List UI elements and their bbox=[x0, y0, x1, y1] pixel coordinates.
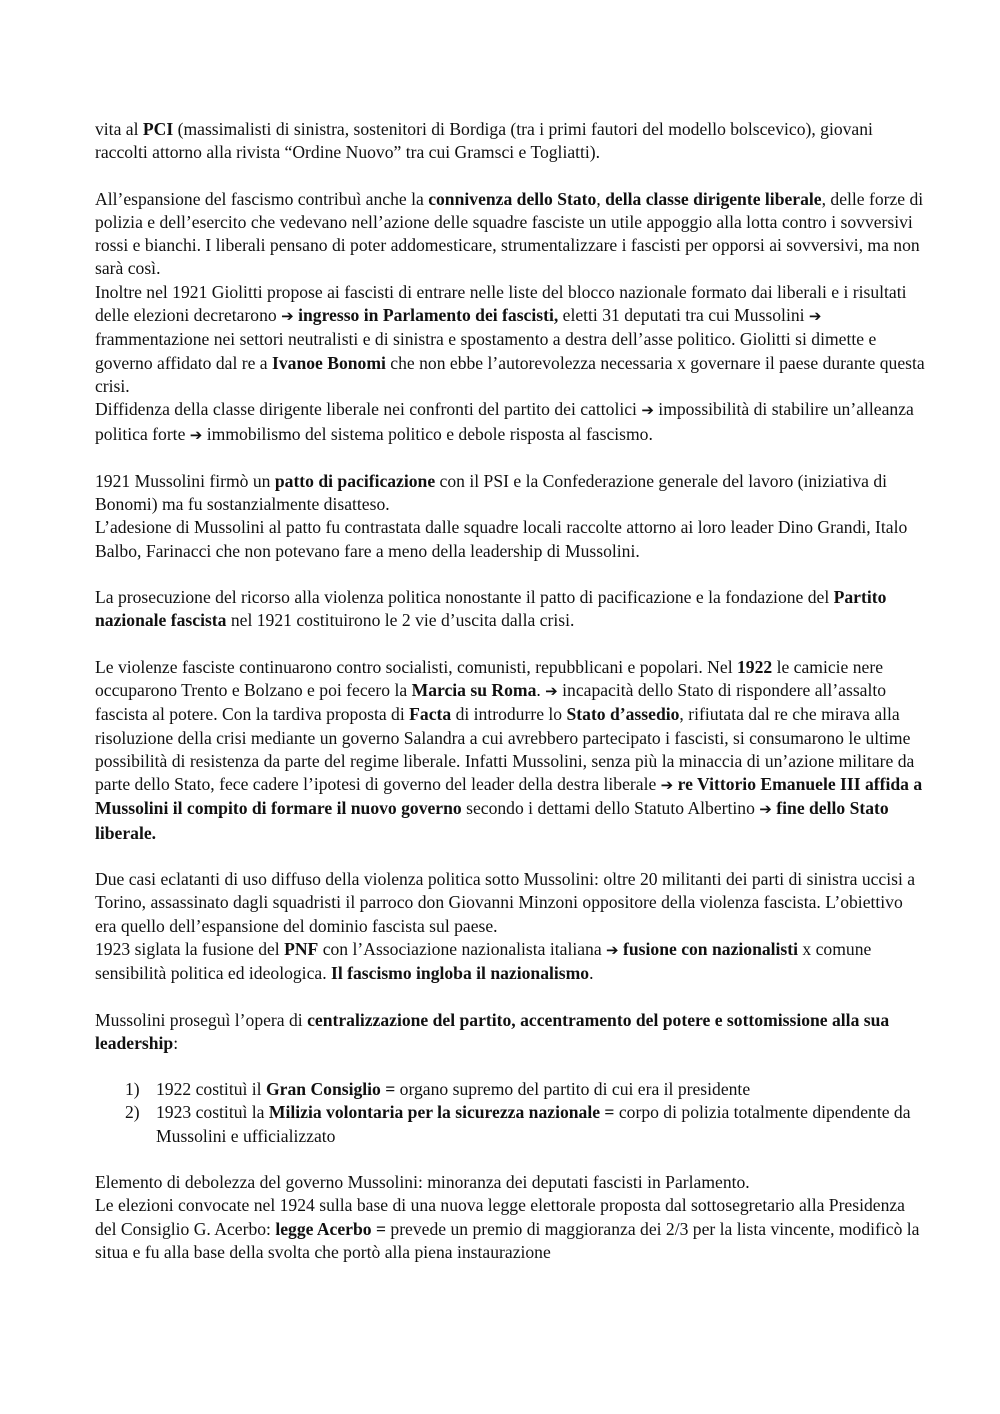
paragraph-spacer bbox=[95, 845, 925, 868]
list-item-number: 2) bbox=[125, 1102, 140, 1123]
text: organo supremo del partito di cui era il presidente bbox=[395, 1079, 751, 1100]
bold-text: Gran Consiglio = bbox=[265, 1079, 396, 1100]
arrow-icon: ➔ bbox=[281, 307, 294, 326]
text: impossibilità di stabilire un’alleanza politica forte bbox=[95, 399, 914, 444]
paragraph bbox=[95, 281, 925, 398]
bold-text: re Vittorio Emanuele III affida a Mussolini il compito di formare il nuovo governo bbox=[95, 774, 923, 819]
text: , bbox=[596, 188, 606, 209]
paragraph bbox=[95, 656, 925, 845]
bold-text: legge Acerbo = bbox=[275, 1218, 386, 1239]
text: eletti 31 deputati tra cui Mussolini bbox=[558, 305, 809, 326]
text: immobilismo del sistema politico e debole risposta al fascismo. bbox=[202, 423, 653, 444]
arrow-icon: ➔ bbox=[759, 800, 772, 819]
bold-text: ingresso in Parlamento dei fascisti, bbox=[298, 305, 559, 326]
paragraph bbox=[95, 586, 925, 633]
document-page bbox=[95, 118, 925, 1264]
text: , delle forze di polizia e dell’esercito che vedevano nell’azione delle squadre fasciste un utile appoggio alla lotta contro i sovversivi rossi e bianchi. I liberali pensano di poter addomesticare, strumentalizzare i fascisti per opporsi ai sovversivi, ma non sarà così. bbox=[95, 188, 924, 279]
text: Due casi eclatanti di uso diffuso della violenza politica sotto Mussolini: oltre 20 militanti dei parti di sinistra uccisi a Torino, assassinato dagli squadristi il parroco don Giovanni Minzoni oppositore della violenza fascista. L’obiettivo era quello dell’espansione del dominio fascista sul paese. bbox=[95, 869, 916, 936]
text: 1923 costituì la bbox=[156, 1102, 269, 1123]
bold-text: PNF bbox=[284, 938, 319, 959]
bold-text: Il fascismo ingloba il nazionalismo bbox=[331, 963, 590, 984]
bold-text: della classe dirigente liberale bbox=[605, 188, 822, 209]
list-item bbox=[95, 1078, 925, 1101]
arrow-icon: ➔ bbox=[808, 307, 822, 326]
bold-text: Marcia su Roma bbox=[411, 679, 537, 700]
bold-text: Milizia volontaria per la sicurezza nazionale = bbox=[268, 1102, 615, 1123]
paragraph bbox=[95, 188, 925, 281]
text: 1923 siglata la fusione del bbox=[95, 938, 285, 959]
text: L’adesione di Mussolini al patto fu contrastata dalle squadre locali raccolte attorno ai loro leader Dino Grandi, Italo Balbo, Farinacci che non potevano fare a meno della leadership di Mussolini. bbox=[95, 517, 908, 561]
paragraph bbox=[95, 516, 925, 563]
paragraph bbox=[95, 938, 925, 986]
paragraph bbox=[95, 470, 925, 517]
text: di introdurre lo bbox=[451, 704, 567, 725]
numbered-list bbox=[95, 1078, 925, 1148]
bold-text: fusione con nazionalisti bbox=[623, 938, 799, 959]
paragraph-spacer bbox=[95, 633, 925, 656]
text: . bbox=[536, 679, 546, 700]
bold-text: Ivanoe Bonomi bbox=[272, 352, 386, 373]
paragraph bbox=[95, 118, 925, 165]
bold-text: connivenza dello Stato bbox=[428, 188, 597, 209]
text: corpo di polizia totalmente dipendente da Mussolini e ufficializzato bbox=[156, 1102, 911, 1146]
text: le camicie nere occuparono Trento e Bolzano e poi fecero la bbox=[95, 656, 884, 700]
paragraph-spacer bbox=[95, 563, 925, 586]
text: incapacità dello Stato di rispondere all’assalto fascista al potere. Con la tardiva proposta di bbox=[95, 679, 887, 725]
text: Le violenze fasciste continuarono contro socialisti, comunisti, repubblicani e popolari. Nel bbox=[95, 656, 737, 677]
paragraph bbox=[95, 868, 925, 938]
text: All’espansione del fascismo contribuì anche la bbox=[95, 188, 429, 209]
text: con il PSI e la Confederazione generale del lavoro (iniziativa di Bonomi) ma fu sostanzialmente disatteso. bbox=[95, 470, 888, 515]
paragraph bbox=[95, 1171, 925, 1194]
text: che non ebbe l’autorevolezza necessaria x governare il paese durante questa crisi. bbox=[95, 352, 925, 396]
text: Elemento di debolezza del governo Mussolini: minoranza dei deputati fascisti in Parlamento. bbox=[95, 1171, 750, 1192]
paragraph bbox=[95, 398, 925, 447]
bold-text: patto di pacificazione bbox=[274, 470, 436, 491]
bold-text: Facta bbox=[409, 704, 452, 725]
paragraph-spacer bbox=[95, 447, 925, 470]
paragraph bbox=[95, 1009, 925, 1056]
bold-text: centralizzazione del partito, accentramento del potere e sottomissione alla sua leadership bbox=[95, 1009, 890, 1053]
bold-text: 1922 bbox=[736, 656, 773, 677]
paragraph-spacer bbox=[95, 1055, 925, 1078]
bold-text: PCI bbox=[142, 119, 174, 139]
text: . bbox=[589, 963, 594, 984]
text: 1921 Mussolini firmò un bbox=[95, 470, 275, 491]
arrow-icon: ➔ bbox=[606, 940, 619, 959]
text: 1922 costituì il bbox=[156, 1079, 266, 1100]
paragraph-spacer bbox=[95, 165, 925, 188]
paragraph-spacer bbox=[95, 1148, 925, 1171]
list-item bbox=[95, 1101, 925, 1148]
paragraph bbox=[95, 1194, 925, 1264]
text: La prosecuzione del ricorso alla violenza politica nonostante il patto di pacificazione e la fondazione del bbox=[95, 587, 834, 608]
text: (massimalisti di sinistra, sostenitori di Bordiga (tra i primi fautori del modello bolscevico), giovani raccolti attorno alla rivista “Ordine Nuovo” tra cui Gramsci e Togliatti). bbox=[95, 119, 873, 163]
arrow-icon: ➔ bbox=[660, 776, 674, 795]
paragraph-spacer bbox=[95, 986, 925, 1009]
text: Inoltre nel 1921 Giolitti propose ai fascisti di entrare nelle liste del blocco nazionale formato dai liberali e i risultati delle elezioni decretarono bbox=[95, 281, 907, 326]
list-item-number: 1) bbox=[125, 1079, 140, 1100]
arrow-icon: ➔ bbox=[545, 681, 558, 700]
text: , rifiutata dal re che mirava alla risoluzione della crisi mediante un governo Salandra a cui avrebbero partecipato i fascisti, si consumarono le ultime possibilità di resistenza da parte del regime liberale. Infatti Mussolini, senza più la minaccia di un’azione militare da parte dello Stato, fece cadere l’ipotesi di governo del leader della destra liberale bbox=[95, 704, 915, 795]
text: vita al bbox=[95, 119, 143, 139]
text: nel 1921 costituirono le 2 vie d’uscita dalla crisi. bbox=[226, 610, 575, 631]
text: prevede un premio di maggioranza dei 2/3 per la lista vincente, modificò la situa e fu alla base della svolta che portò alla piena instaurazione bbox=[95, 1218, 920, 1262]
bold-text: Stato d’assedio bbox=[566, 704, 680, 725]
bold-text: fine dello Stato liberale. bbox=[95, 798, 889, 843]
text: Diffidenza della classe dirigente liberale nei confronti del partito dei cattolici bbox=[95, 399, 642, 420]
text: frammentazione nei settori neutralisti e di sinistra e spostamento a destra dell’asse politico. Giolitti si dimette e governo affidato dal re a bbox=[95, 329, 877, 373]
text: x comune sensibilità politica ed ideologica. bbox=[95, 938, 872, 984]
text: Le elezioni convocate nel 1924 sulla base di una nuova legge elettorale proposta dal sottosegretario alla Presidenza del Consiglio G. Acerbo: bbox=[95, 1195, 905, 1239]
text: con l’Associazione nazionalista italiana bbox=[318, 938, 607, 959]
text: : bbox=[173, 1032, 179, 1053]
arrow-icon: ➔ bbox=[189, 425, 203, 444]
text: secondo i dettami dello Statuto Albertino bbox=[461, 798, 760, 819]
arrow-icon: ➔ bbox=[641, 401, 654, 420]
bold-text: Partito nazionale fascista bbox=[95, 587, 887, 631]
text: Mussolini proseguì l’opera di bbox=[95, 1009, 308, 1030]
